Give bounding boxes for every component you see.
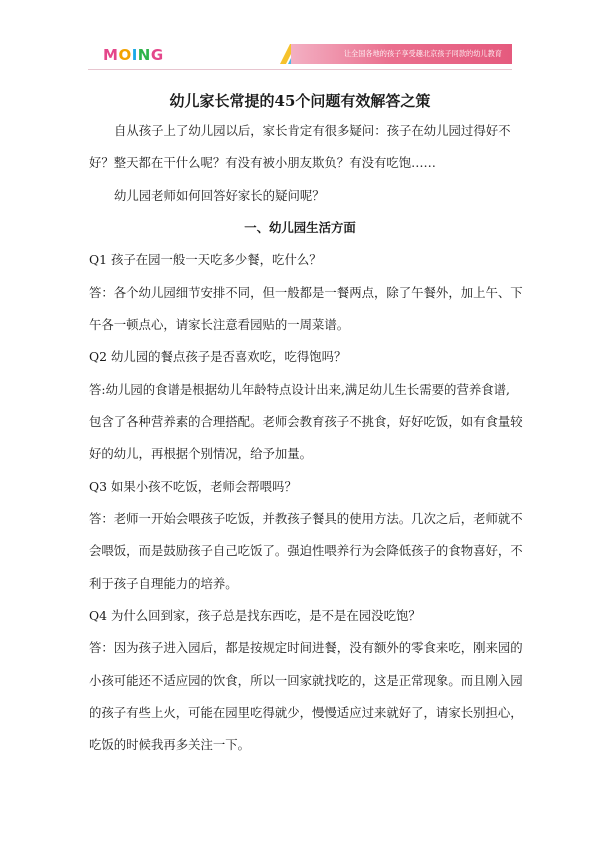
question-q2: Q2 幼儿园的餐点孩子是否喜欢吃，吃得饱吗？ [89, 349, 347, 364]
answer-line: 答：老师一开始会喂孩子吃饭，并教孩子餐具的使用方法。几次之后，老师就不 [89, 511, 523, 526]
answer-line: 答：各个幼儿园细节安排不同，但一般都是一餐两点，除了午餐外，加上午、下 [89, 285, 523, 300]
section-heading: 一、幼儿园生活方面 [244, 220, 356, 235]
answer-line: 会喂饭，而是鼓励孩子自己吃饭了。强迫性喂养行为会降低孩子的食物喜好，不 [89, 543, 523, 558]
answer-line: 小孩可能还不适应园的饮食，所以一回家就找吃的，这是正常现象。而且刚入园 [89, 673, 523, 688]
logo-letter: N [137, 46, 151, 64]
intro-line: 好？整天都在干什么呢？有没有被小朋友欺负？有没有吃饱…… [89, 155, 436, 170]
intro-line: 自从孩子上了幼儿园以后，家长肯定有很多疑问：孩子在幼儿园过得好不 [114, 123, 511, 138]
logo-letter: O [118, 46, 132, 64]
header-divider [88, 69, 512, 70]
question-q1: Q1 孩子在园一般一天吃多少餐，吃什么？ [89, 252, 322, 267]
answer-line: 好的幼儿，再根据个别情况，给予加量。 [89, 446, 313, 461]
logo-letter: M [103, 46, 119, 64]
answer-line: 包含了各种营养素的合理搭配。老师会教育孩子不挑食，好好吃饭，如有食量较 [89, 414, 523, 429]
answer-line: 答:幼儿园的食谱是根据幼儿年龄特点设计出来,满足幼儿生长需要的营养食谱, [89, 382, 510, 397]
answer-line: 答：因为孩子进入园后，都是按规定时间进餐，没有额外的零食来吃，刚来园的 [89, 640, 523, 655]
answer-line: 利于孩子自理能力的培养。 [89, 576, 238, 591]
question-q3: Q3 如果小孩不吃饭，老师会帮喂吗？ [89, 479, 297, 494]
logo-letter: G [150, 46, 164, 64]
intro-line: 幼儿园老师如何回答好家长的疑问呢？ [114, 188, 325, 203]
header-banner: 让全国各地的孩子享受趣北京孩子同款的幼儿教育 [291, 44, 512, 64]
answer-line: 午各一顿点心，请家长注意看园贴的一周菜谱。 [89, 317, 350, 332]
answer-line: 吃饭的时候我再多关注一下。 [89, 737, 251, 752]
document-title: 幼儿家长常提的45个问题有效解答之策 [169, 92, 431, 110]
logo-letter: I [131, 46, 138, 64]
question-q4: Q4 为什么回到家，孩子总是找东西吃，是不是在园没吃饱？ [89, 608, 421, 623]
answer-line: 的孩子有些上火，可能在园里吃得就少，慢慢适应过来就好了，请家长别担心， [89, 705, 523, 720]
moing-logo [103, 47, 164, 63]
